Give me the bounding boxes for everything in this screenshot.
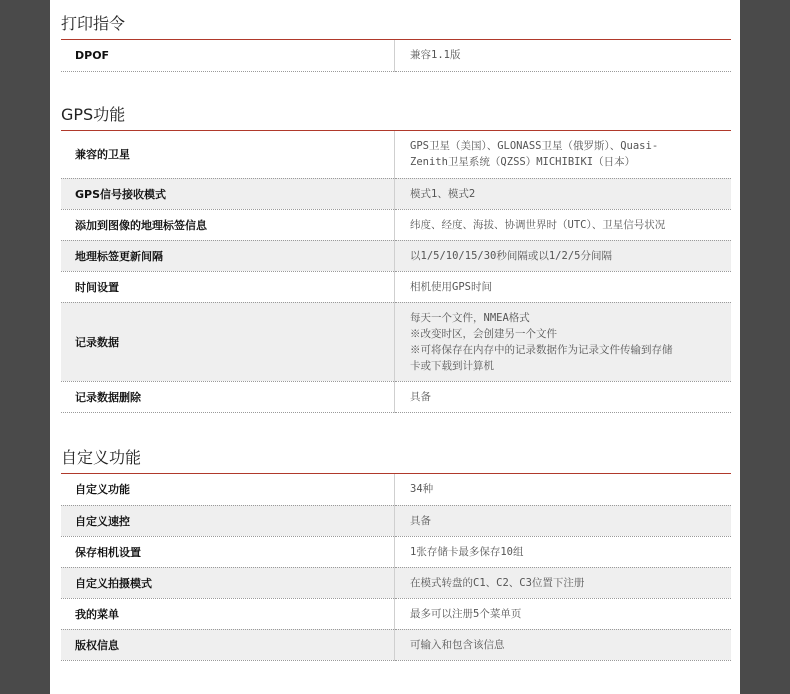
spec-key: DPOF bbox=[61, 40, 395, 71]
spec-key: 我的菜单 bbox=[61, 598, 395, 629]
spec-value: 在模式转盘的C1、C2、C3位置下注册 bbox=[395, 567, 732, 598]
spec-value: 具备 bbox=[395, 505, 732, 536]
table-row bbox=[61, 178, 731, 209]
spec-key: 自定义拍摄模式 bbox=[61, 567, 395, 598]
spec-key: 自定义功能 bbox=[61, 474, 395, 505]
table-row bbox=[61, 381, 731, 412]
spec-table bbox=[61, 131, 731, 413]
spec-key: 时间设置 bbox=[61, 271, 395, 302]
table-row bbox=[61, 271, 731, 302]
spec-key: 添加到图像的地理标签信息 bbox=[61, 209, 395, 240]
table-row bbox=[61, 536, 731, 567]
table-row bbox=[61, 567, 731, 598]
spec-value: GPS卫星（美国）、GLONASS卫星（俄罗斯）、Quasi- Zenith卫星系统（QZSS）MICHIBIKI（日本） bbox=[395, 131, 732, 178]
spec-key: 记录数据 bbox=[61, 302, 395, 381]
section-title: 自定义功能 bbox=[61, 443, 731, 474]
spec-value: 每天一个文件，NMEA格式 ※改变时区，会创建另一个文件 ※可将保存在内存中的记录数据作为记录文件传输到存储 卡或下载到计算机 bbox=[395, 302, 732, 381]
table-row bbox=[61, 240, 731, 271]
table-row bbox=[61, 40, 731, 71]
table-row bbox=[61, 505, 731, 536]
table-row bbox=[61, 131, 731, 178]
table-row bbox=[61, 302, 731, 381]
spec-value: 纬度、经度、海拔、协调世界时（UTC）、卫星信号状况 bbox=[395, 209, 732, 240]
table-row bbox=[61, 598, 731, 629]
spec-key: 保存相机设置 bbox=[61, 536, 395, 567]
spec-value: 以1/5/10/15/30秒间隔或以1/2/5分间隔 bbox=[395, 240, 732, 271]
section-title: 打印指令 bbox=[61, 9, 731, 40]
spec-value: 相机使用GPS时间 bbox=[395, 271, 732, 302]
spec-value: 兼容1.1版 bbox=[395, 40, 732, 71]
spec-key: 版权信息 bbox=[61, 629, 395, 660]
spec-value: 最多可以注册5个菜单页 bbox=[395, 598, 732, 629]
spec-key: 地理标签更新间隔 bbox=[61, 240, 395, 271]
section-title: GPS功能 bbox=[61, 100, 731, 131]
spec-key: GPS信号接收模式 bbox=[61, 178, 395, 209]
spec-key: 兼容的卫星 bbox=[61, 131, 395, 178]
spec-page bbox=[50, 0, 740, 694]
spec-table bbox=[61, 474, 731, 661]
spec-value: 具备 bbox=[395, 381, 732, 412]
table-row bbox=[61, 474, 731, 505]
spec-key: 记录数据删除 bbox=[61, 381, 395, 412]
spec-key: 自定义速控 bbox=[61, 505, 395, 536]
spec-value: 可输入和包含该信息 bbox=[395, 629, 732, 660]
spec-value: 34种 bbox=[395, 474, 732, 505]
section-print bbox=[61, 9, 731, 72]
section-custom bbox=[61, 443, 731, 661]
section-gps bbox=[61, 100, 731, 413]
spec-value: 模式1、模式2 bbox=[395, 178, 732, 209]
spec-value: 1张存储卡最多保存10组 bbox=[395, 536, 732, 567]
table-row bbox=[61, 209, 731, 240]
spec-table bbox=[61, 40, 731, 72]
table-row bbox=[61, 629, 731, 660]
